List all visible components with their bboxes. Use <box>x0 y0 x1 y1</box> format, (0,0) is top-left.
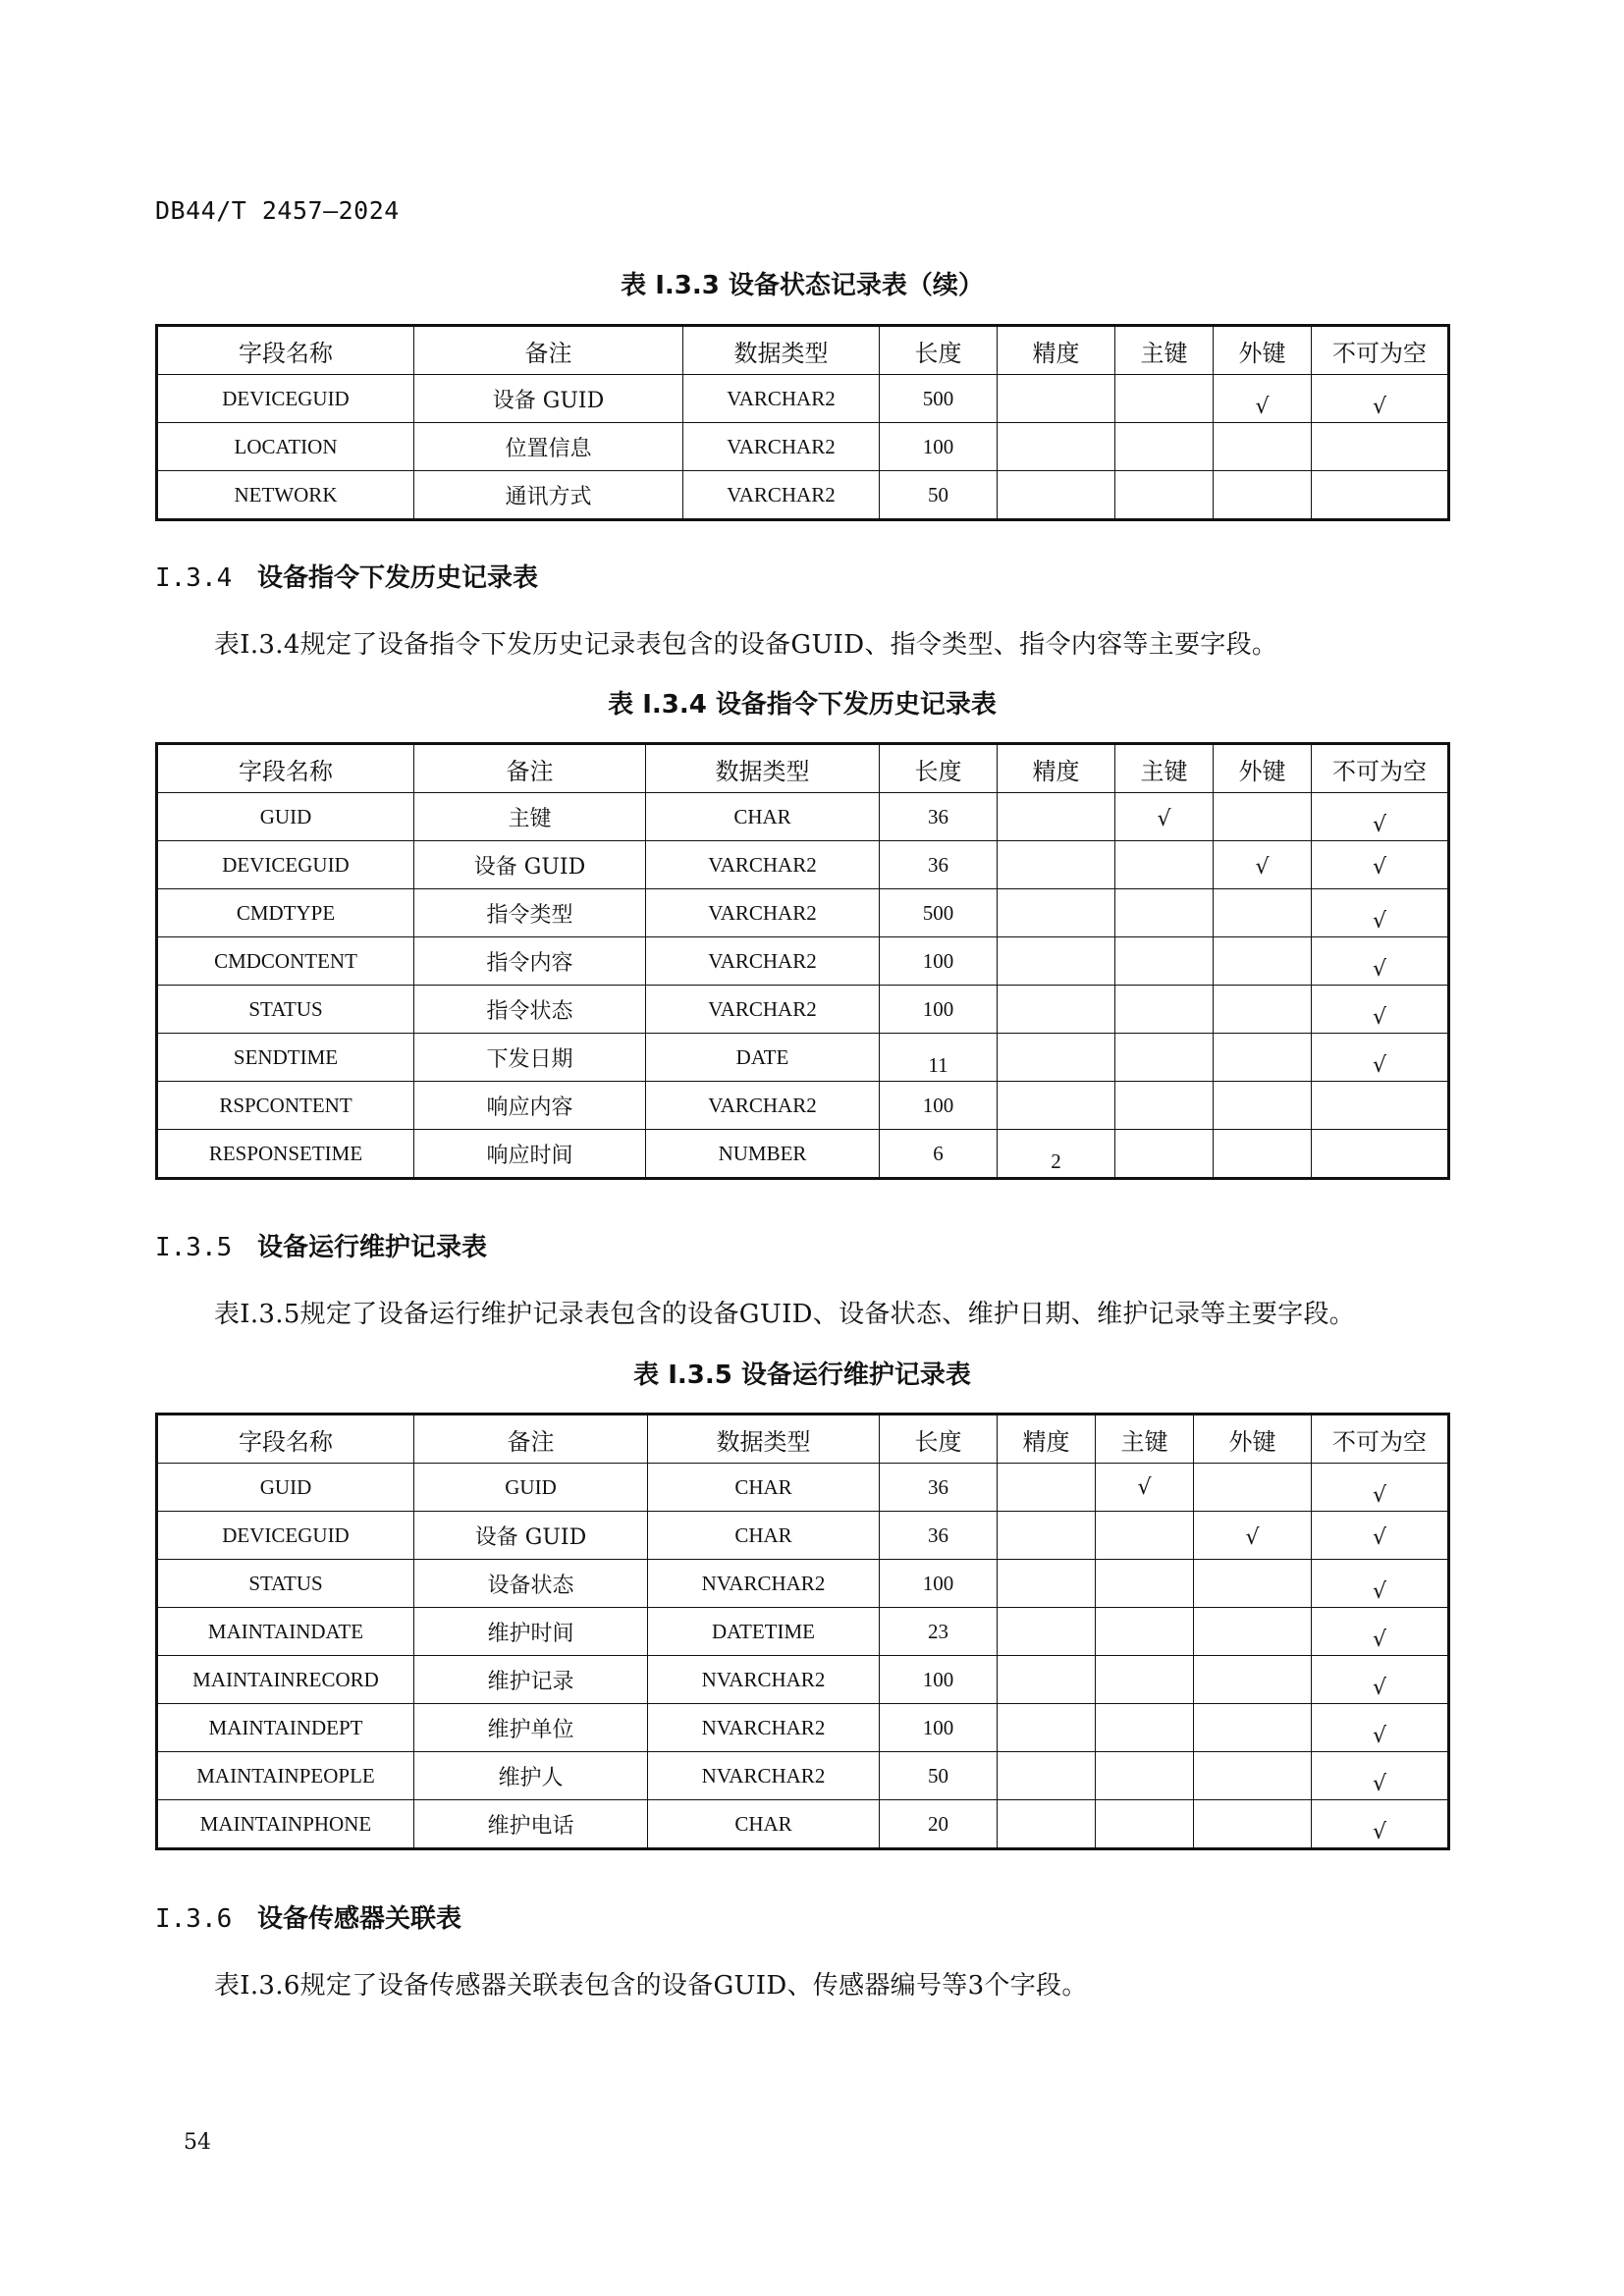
length-cell: 50 <box>880 471 998 520</box>
field-name-cell: STATUS <box>157 986 414 1034</box>
table-row <box>157 1656 1449 1704</box>
field-name-cell: LOCATION <box>157 423 414 471</box>
table-135-caption: 表 I.3.5 设备运行维护记录表 <box>633 1361 971 1390</box>
data-type-cell: NVARCHAR2 <box>648 1752 880 1800</box>
section-134-paragraph: 表I.3.4规定了设备指令下发历史记录表包含的设备GUID、指令类型、指令内容等主要字段。 <box>214 630 1278 660</box>
column-header: 不可为空 <box>1312 326 1449 375</box>
primary-key-cell <box>1115 375 1214 423</box>
check-mark: √ <box>1372 956 1387 982</box>
column-header: 外键 <box>1214 326 1312 375</box>
table-133-caption: 表 I.3.3 设备状态记录表（续） <box>621 271 984 300</box>
primary-key-cell <box>1115 937 1214 986</box>
primary-key-cell <box>1096 1512 1194 1560</box>
section-heading-135 <box>155 1227 487 1263</box>
data-type-cell: VARCHAR2 <box>683 423 880 471</box>
length-value: 11 <box>928 1052 948 1077</box>
not-null-cell <box>1312 1560 1449 1608</box>
length-cell: 20 <box>880 1800 998 1849</box>
note-cell: 维护时间 <box>414 1608 648 1656</box>
precision-cell <box>998 986 1115 1034</box>
section-title: 设备传感器关联表 <box>257 1904 462 1934</box>
foreign-key-cell <box>1214 986 1312 1034</box>
primary-key-cell <box>1115 1130 1214 1179</box>
section-number: I.3.4 <box>155 563 233 593</box>
check-mark: √ <box>1372 1819 1387 1844</box>
length-cell: 500 <box>880 889 998 937</box>
check-mark: √ <box>1372 1004 1387 1030</box>
field-name-cell: GUID <box>157 793 414 841</box>
length-cell: 100 <box>880 1560 998 1608</box>
note-cell: 维护单位 <box>414 1704 648 1752</box>
table-134-caption: 表 I.3.4 设备指令下发历史记录表 <box>608 690 997 720</box>
table-row <box>157 423 1449 471</box>
column-header: 备注 <box>414 326 683 375</box>
length-cell <box>880 1034 998 1082</box>
not-null-cell <box>1312 1082 1449 1130</box>
column-header: 不可为空 <box>1312 744 1449 793</box>
primary-key-cell <box>1096 1560 1194 1608</box>
column-header: 长度 <box>880 326 998 375</box>
section-heading-136 <box>155 1898 461 1935</box>
not-null-cell <box>1312 375 1449 423</box>
not-null-cell <box>1312 1034 1449 1082</box>
note-cell: 设备 GUID <box>414 375 683 423</box>
table-row <box>157 1608 1449 1656</box>
foreign-key-cell <box>1214 793 1312 841</box>
table-header-row <box>157 744 1449 793</box>
precision-cell <box>998 1800 1096 1849</box>
data-type-cell: VARCHAR2 <box>683 375 880 423</box>
column-header: 精度 <box>998 326 1115 375</box>
column-header: 不可为空 <box>1312 1415 1449 1464</box>
primary-key-cell <box>1115 1034 1214 1082</box>
foreign-key-cell <box>1194 1512 1312 1560</box>
page-number: 54 <box>184 2130 211 2155</box>
data-type-cell: CHAR <box>646 793 880 841</box>
not-null-cell <box>1312 423 1449 471</box>
length-cell: 100 <box>880 1082 998 1130</box>
column-header: 数据类型 <box>646 744 880 793</box>
table-row <box>157 375 1449 423</box>
table-row <box>157 793 1449 841</box>
length-cell: 100 <box>880 1704 998 1752</box>
check-mark: √ <box>1372 854 1387 880</box>
field-name-cell: DEVICEGUID <box>157 841 414 889</box>
column-header: 主键 <box>1096 1415 1194 1464</box>
precision-cell <box>998 1704 1096 1752</box>
primary-key-cell <box>1115 889 1214 937</box>
note-cell: 响应时间 <box>414 1130 646 1179</box>
primary-key-cell <box>1096 1704 1194 1752</box>
data-type-cell: DATETIME <box>648 1608 880 1656</box>
foreign-key-cell <box>1214 1034 1312 1082</box>
precision-cell <box>998 1608 1096 1656</box>
primary-key-cell <box>1096 1752 1194 1800</box>
not-null-cell <box>1312 1704 1449 1752</box>
not-null-cell <box>1312 1656 1449 1704</box>
note-cell: 指令类型 <box>414 889 646 937</box>
table-row <box>157 1034 1449 1082</box>
field-name-cell: MAINTAINDATE <box>157 1608 414 1656</box>
note-cell: 设备 GUID <box>414 841 646 889</box>
precision-value: 2 <box>1051 1148 1061 1173</box>
precision-cell <box>998 375 1115 423</box>
table-row <box>157 937 1449 986</box>
note-cell: 设备 GUID <box>414 1512 648 1560</box>
column-header: 主键 <box>1115 744 1214 793</box>
primary-key-cell <box>1115 423 1214 471</box>
foreign-key-cell <box>1194 1800 1312 1849</box>
foreign-key-cell <box>1214 375 1312 423</box>
table-header-row <box>157 326 1449 375</box>
note-cell: 位置信息 <box>414 423 683 471</box>
foreign-key-cell <box>1214 471 1312 520</box>
check-mark: √ <box>1372 908 1387 934</box>
data-type-cell: NUMBER <box>646 1130 880 1179</box>
column-header: 字段名称 <box>157 1415 414 1464</box>
primary-key-cell <box>1115 793 1214 841</box>
check-mark: √ <box>1372 812 1387 837</box>
foreign-key-cell <box>1214 937 1312 986</box>
foreign-key-cell <box>1194 1704 1312 1752</box>
note-cell: 维护记录 <box>414 1656 648 1704</box>
not-null-cell <box>1312 1752 1449 1800</box>
precision-cell <box>998 793 1115 841</box>
field-name-cell: CMDTYPE <box>157 889 414 937</box>
length-cell: 100 <box>880 986 998 1034</box>
check-mark: √ <box>1255 854 1270 880</box>
table-135 <box>155 1413 1450 1850</box>
note-cell: GUID <box>414 1464 648 1512</box>
section-heading-134 <box>155 558 538 594</box>
column-header: 长度 <box>880 1415 998 1464</box>
column-header: 备注 <box>414 744 646 793</box>
table-row <box>157 1800 1449 1849</box>
primary-key-cell <box>1096 1656 1194 1704</box>
table-header-row <box>157 1415 1449 1464</box>
field-name-cell: CMDCONTENT <box>157 937 414 986</box>
length-cell: 6 <box>880 1130 998 1179</box>
primary-key-cell <box>1096 1800 1194 1849</box>
field-name-cell: MAINTAINPEOPLE <box>157 1752 414 1800</box>
not-null-cell <box>1312 1608 1449 1656</box>
section-title: 设备指令下发历史记录表 <box>257 563 539 593</box>
primary-key-cell <box>1096 1608 1194 1656</box>
table-row <box>157 1082 1449 1130</box>
column-header: 字段名称 <box>157 744 414 793</box>
note-cell: 设备状态 <box>414 1560 648 1608</box>
primary-key-cell <box>1115 1082 1214 1130</box>
standard-code: DB44/T 2457—2024 <box>155 196 400 225</box>
field-name-cell: STATUS <box>157 1560 414 1608</box>
precision-cell <box>998 1082 1115 1130</box>
length-cell: 36 <box>880 841 998 889</box>
table-row <box>157 1752 1449 1800</box>
primary-key-cell <box>1096 1464 1194 1512</box>
precision-cell <box>998 1464 1096 1512</box>
data-type-cell: VARCHAR2 <box>683 471 880 520</box>
precision-cell <box>998 1034 1115 1082</box>
table-row <box>157 841 1449 889</box>
not-null-cell <box>1312 889 1449 937</box>
note-cell: 指令状态 <box>414 986 646 1034</box>
check-mark: √ <box>1372 1524 1387 1550</box>
check-mark: √ <box>1372 394 1387 419</box>
foreign-key-cell <box>1214 841 1312 889</box>
data-type-cell: NVARCHAR2 <box>648 1704 880 1752</box>
not-null-cell <box>1312 1130 1449 1179</box>
not-null-cell <box>1312 471 1449 520</box>
check-mark: √ <box>1372 1482 1387 1508</box>
check-mark: √ <box>1137 1474 1152 1500</box>
table-134 <box>155 742 1450 1180</box>
note-cell: 响应内容 <box>414 1082 646 1130</box>
section-number: I.3.5 <box>155 1233 233 1262</box>
length-cell: 36 <box>880 793 998 841</box>
check-mark: √ <box>1157 806 1171 831</box>
field-name-cell: NETWORK <box>157 471 414 520</box>
data-type-cell: VARCHAR2 <box>646 1082 880 1130</box>
field-name-cell: DEVICEGUID <box>157 1512 414 1560</box>
column-header: 外键 <box>1214 744 1312 793</box>
not-null-cell <box>1312 986 1449 1034</box>
data-type-cell: VARCHAR2 <box>646 937 880 986</box>
note-cell: 主键 <box>414 793 646 841</box>
precision-cell <box>998 1130 1115 1179</box>
precision-cell <box>998 471 1115 520</box>
precision-cell <box>998 1560 1096 1608</box>
data-type-cell: CHAR <box>648 1512 880 1560</box>
data-type-cell: VARCHAR2 <box>646 889 880 937</box>
column-header: 数据类型 <box>683 326 880 375</box>
length-cell: 36 <box>880 1464 998 1512</box>
length-cell: 36 <box>880 1512 998 1560</box>
field-name-cell: GUID <box>157 1464 414 1512</box>
table-row <box>157 1512 1449 1560</box>
field-name-cell: MAINTAINPHONE <box>157 1800 414 1849</box>
table-row <box>157 1560 1449 1608</box>
table-row <box>157 1464 1449 1512</box>
not-null-cell <box>1312 1512 1449 1560</box>
primary-key-cell <box>1115 841 1214 889</box>
not-null-cell <box>1312 841 1449 889</box>
column-header: 字段名称 <box>157 326 414 375</box>
field-name-cell: SENDTIME <box>157 1034 414 1082</box>
table-row <box>157 1704 1449 1752</box>
field-name-cell: RSPCONTENT <box>157 1082 414 1130</box>
check-mark: √ <box>1372 1052 1387 1078</box>
field-name-cell: DEVICEGUID <box>157 375 414 423</box>
foreign-key-cell <box>1194 1560 1312 1608</box>
table-row <box>157 986 1449 1034</box>
foreign-key-cell <box>1194 1464 1312 1512</box>
column-header: 外键 <box>1194 1415 1312 1464</box>
length-cell: 100 <box>880 1656 998 1704</box>
section-135-paragraph: 表I.3.5规定了设备运行维护记录表包含的设备GUID、设备状态、维护日期、维护记录等主要字段。 <box>214 1300 1356 1329</box>
check-mark: √ <box>1255 394 1270 419</box>
section-136-paragraph: 表I.3.6规定了设备传感器关联表包含的设备GUID、传感器编号等3个字段。 <box>214 1971 1088 2001</box>
check-mark: √ <box>1245 1524 1260 1550</box>
precision-cell <box>998 841 1115 889</box>
field-name-cell: MAINTAINDEPT <box>157 1704 414 1752</box>
foreign-key-cell <box>1194 1752 1312 1800</box>
foreign-key-cell <box>1214 889 1312 937</box>
data-type-cell: CHAR <box>648 1800 880 1849</box>
column-header: 精度 <box>998 744 1115 793</box>
precision-cell <box>998 889 1115 937</box>
length-cell: 100 <box>880 937 998 986</box>
note-cell: 通讯方式 <box>414 471 683 520</box>
check-mark: √ <box>1372 1627 1387 1652</box>
check-mark: √ <box>1372 1723 1387 1748</box>
primary-key-cell <box>1115 471 1214 520</box>
table-133 <box>155 324 1450 521</box>
field-name-cell: MAINTAINRECORD <box>157 1656 414 1704</box>
column-header: 主键 <box>1115 326 1214 375</box>
section-title: 设备运行维护记录表 <box>257 1233 488 1262</box>
note-cell: 下发日期 <box>414 1034 646 1082</box>
not-null-cell <box>1312 1464 1449 1512</box>
precision-cell <box>998 1512 1096 1560</box>
length-cell: 100 <box>880 423 998 471</box>
field-name-cell: RESPONSETIME <box>157 1130 414 1179</box>
data-type-cell: CHAR <box>648 1464 880 1512</box>
column-header: 长度 <box>880 744 998 793</box>
foreign-key-cell <box>1214 423 1312 471</box>
precision-cell <box>998 423 1115 471</box>
check-mark: √ <box>1372 1675 1387 1700</box>
table-row <box>157 889 1449 937</box>
data-type-cell: NVARCHAR2 <box>648 1656 880 1704</box>
foreign-key-cell <box>1194 1656 1312 1704</box>
not-null-cell <box>1312 793 1449 841</box>
not-null-cell <box>1312 937 1449 986</box>
section-number: I.3.6 <box>155 1904 233 1934</box>
table-row <box>157 471 1449 520</box>
precision-cell <box>998 937 1115 986</box>
data-type-cell: VARCHAR2 <box>646 986 880 1034</box>
foreign-key-cell <box>1214 1130 1312 1179</box>
check-mark: √ <box>1372 1771 1387 1796</box>
precision-cell <box>998 1656 1096 1704</box>
length-cell: 23 <box>880 1608 998 1656</box>
data-type-cell: NVARCHAR2 <box>648 1560 880 1608</box>
table-row <box>157 1130 1449 1179</box>
not-null-cell <box>1312 1800 1449 1849</box>
note-cell: 维护电话 <box>414 1800 648 1849</box>
length-cell: 50 <box>880 1752 998 1800</box>
precision-cell <box>998 1752 1096 1800</box>
check-mark: √ <box>1372 1578 1387 1604</box>
note-cell: 维护人 <box>414 1752 648 1800</box>
length-cell: 500 <box>880 375 998 423</box>
foreign-key-cell <box>1194 1608 1312 1656</box>
column-header: 精度 <box>998 1415 1096 1464</box>
data-type-cell: DATE <box>646 1034 880 1082</box>
column-header: 备注 <box>414 1415 648 1464</box>
note-cell: 指令内容 <box>414 937 646 986</box>
foreign-key-cell <box>1214 1082 1312 1130</box>
primary-key-cell <box>1115 986 1214 1034</box>
column-header: 数据类型 <box>648 1415 880 1464</box>
data-type-cell: VARCHAR2 <box>646 841 880 889</box>
